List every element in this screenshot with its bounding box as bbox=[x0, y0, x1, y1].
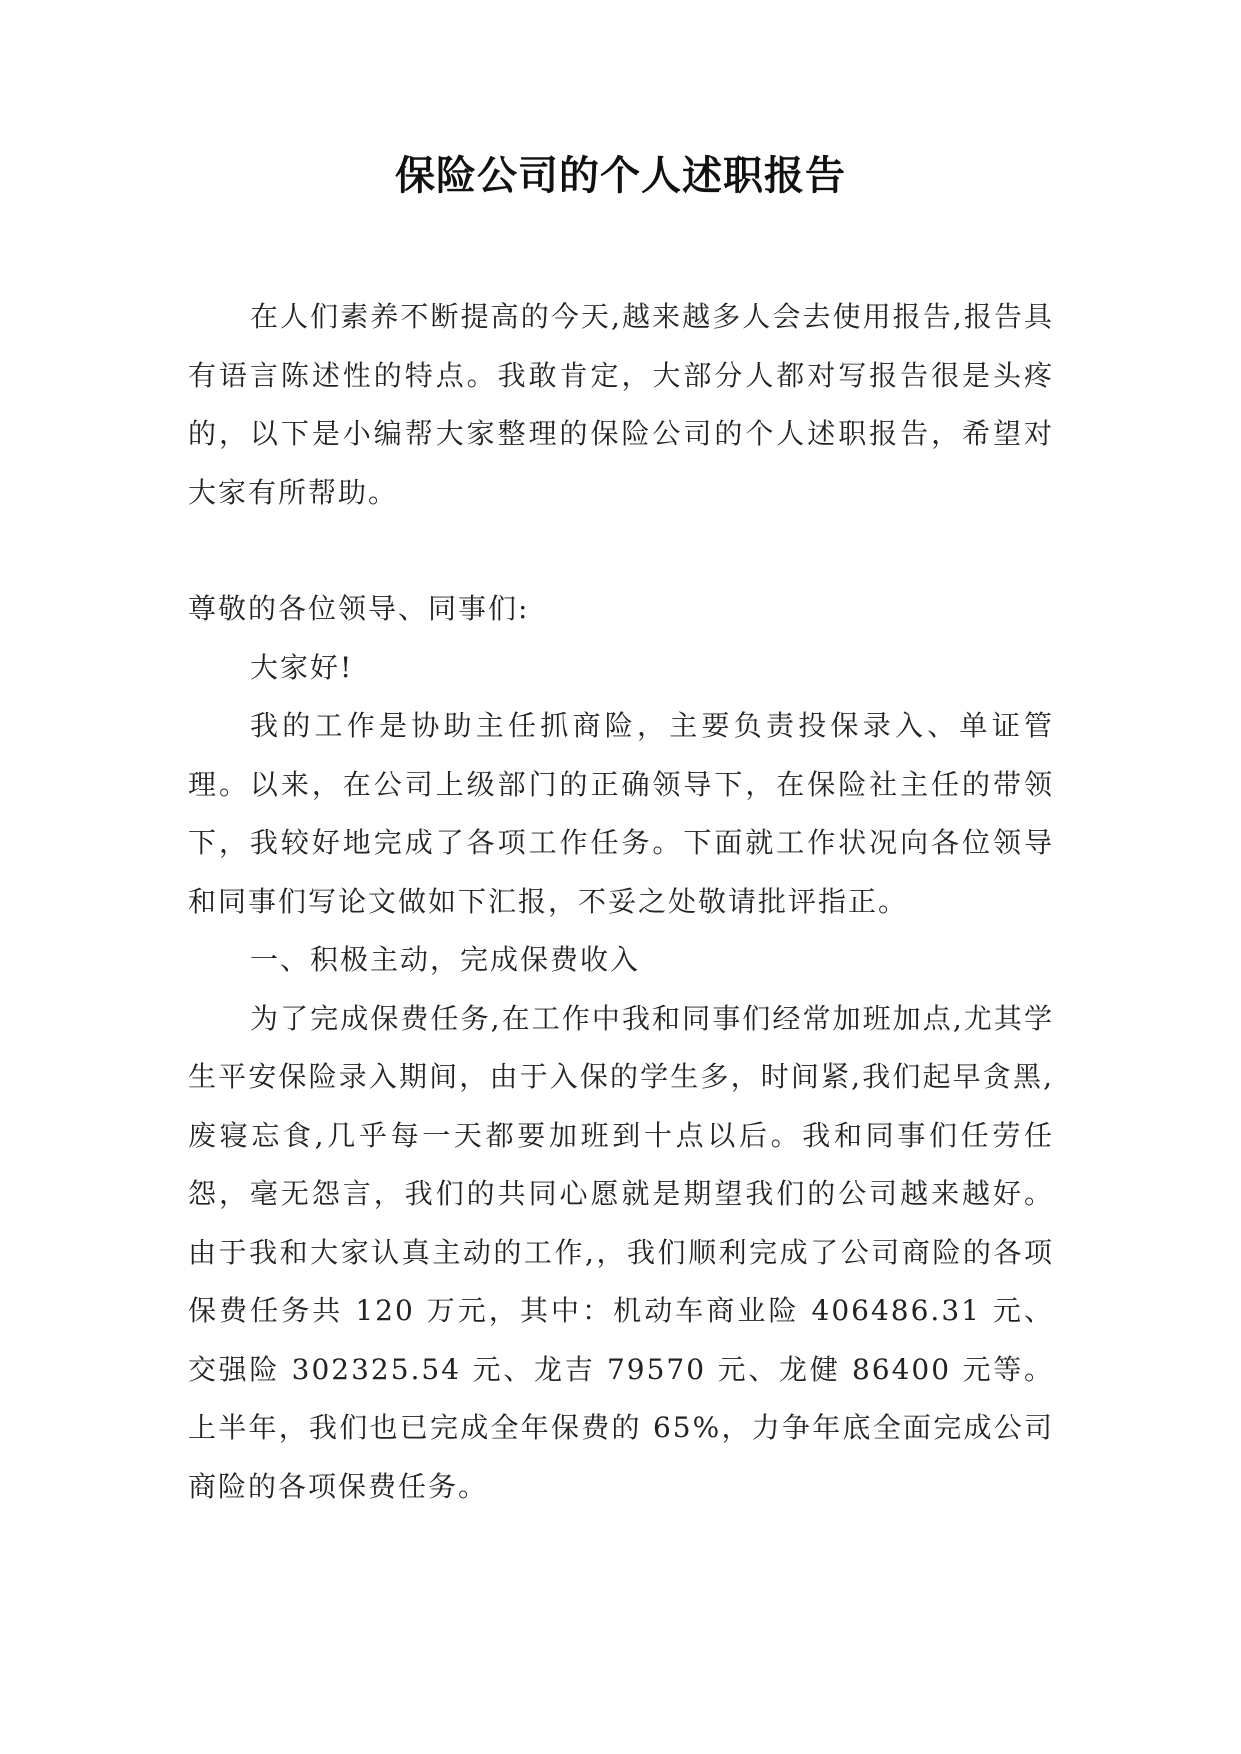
intro-paragraph: 在人们素养不断提高的今天,越来越多人会去使用报告,报告具有语言陈述性的特点。我敢肯定，大部分人都对写报告很是头疼的，以下是小编帮大家整理的保险公司的个人述职报告，希望对大家有所帮助。 bbox=[188, 300, 1054, 509]
body-paragraph-premium: 为了完成保费任务,在工作中我和同事们经常加班加点,尤其学生平安保险录入期间，由于入保的学生多，时间紧,我们起早贪黑,废寝忘食,几乎每一天都要加班到十点以后。我和同事们任劳任怨，毫无怨言，我们的共同心愿就是期望我们的公司越来越好。由于我和大家认真主动的工作,，我们顺利完成了公司商险的各项保费任务共 120 万元，其中：机动车商业险 406486.31 元、交强险 302325.54 元、龙吉 79570 元、龙健 86400 元等。上半年，我们也已完成全年保费的 65%，力争年底全面完成公司商险的各项保费任务。 bbox=[188, 1001, 1054, 1503]
section-heading-1: 一、积极主动，完成保费收入 bbox=[250, 943, 641, 976]
document-title: 保险公司的个人述职报告 bbox=[395, 152, 846, 199]
body-paragraph-overview: 我的工作是协助主任抓商险，主要负责投保录入、单证管理。以来，在公司上级部门的正确领导下，在保险社主任的带领下，我较好地完成了各项工作任务。下面就工作状况向各位领导和同事们写论文做如下汇报，不妥之处敬请批评指正。 bbox=[188, 709, 1054, 918]
greeting: 大家好! bbox=[250, 650, 354, 684]
salutation: 尊敬的各位领导、同事们: bbox=[188, 592, 530, 625]
document-body bbox=[188, 288, 1054, 1516]
